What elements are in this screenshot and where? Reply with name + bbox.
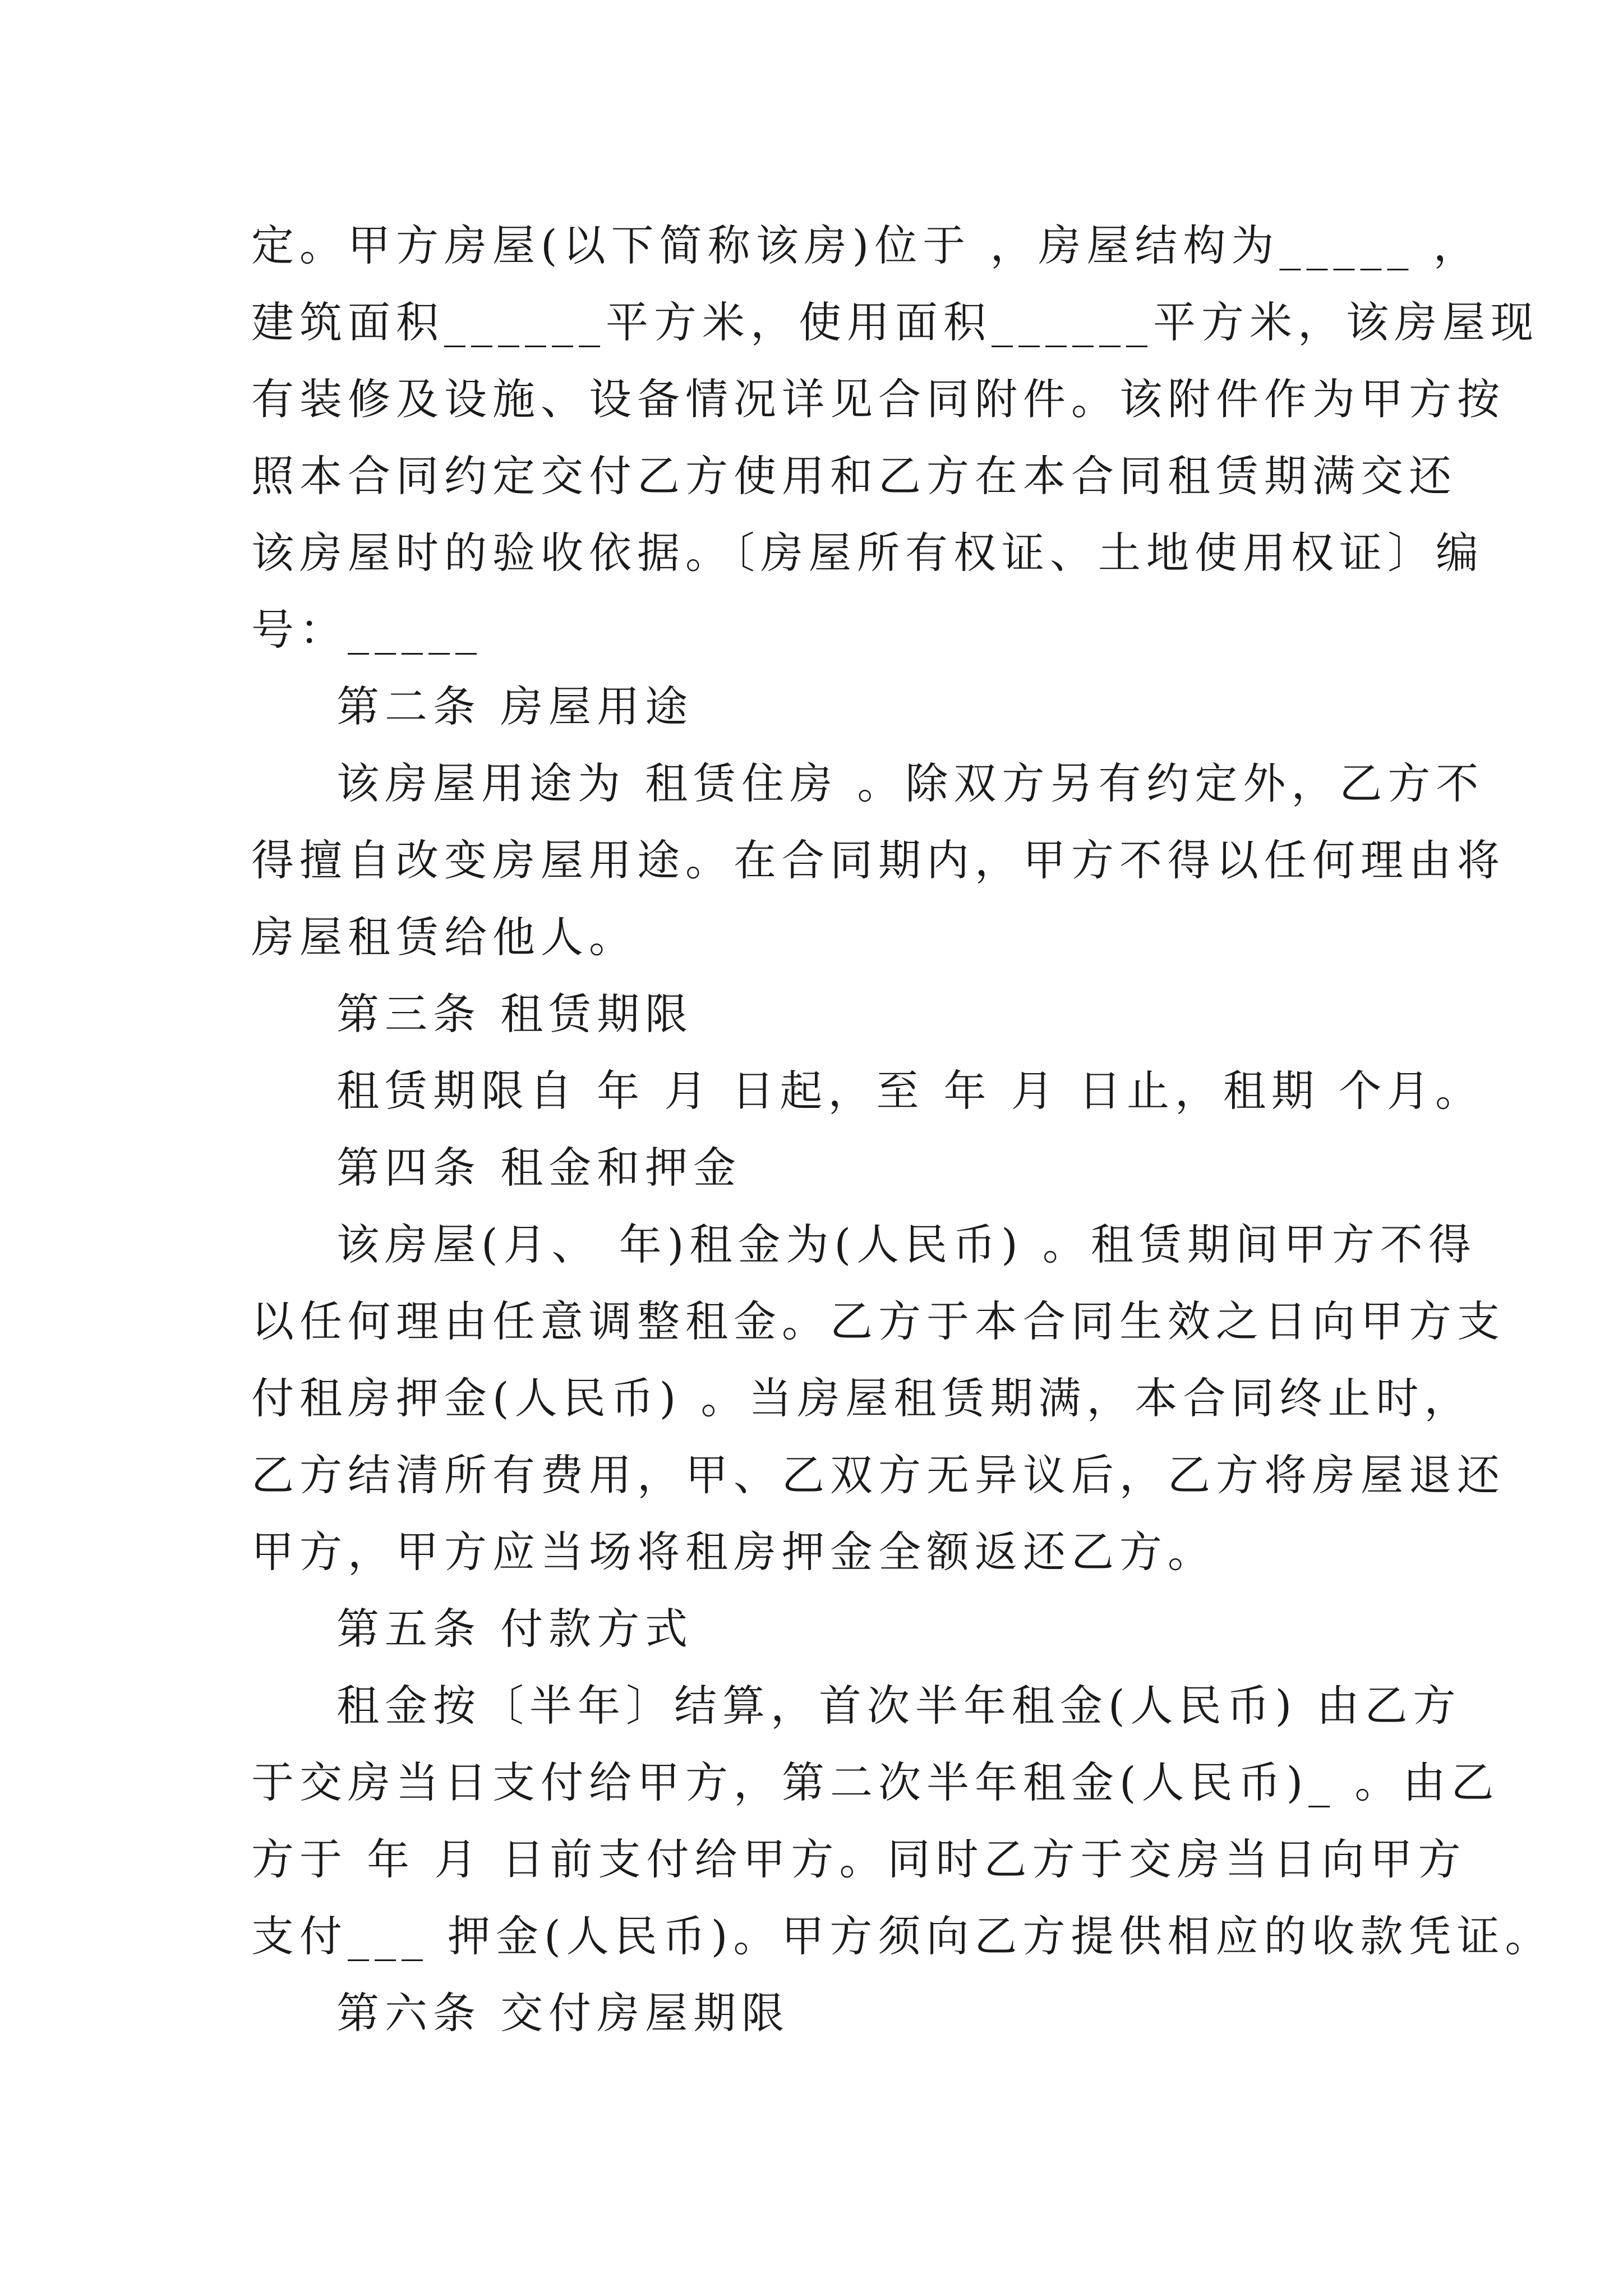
paragraph-line: 乙方结清所有费用，甲、乙双方无异议后，乙方将房屋退还	[251, 1450, 1505, 1500]
paragraph-line: 房屋租赁给他人。	[251, 912, 637, 962]
paragraph-line: 租金按〔半年〕结算，首次半年租金(人民币) 由乙方	[336, 1681, 1461, 1731]
paragraph-line: 号：_____	[251, 605, 482, 655]
paragraph-line: 租赁期限自 年 月 日起，至 年 月 日止，租期 个月。	[336, 1066, 1484, 1116]
section-heading: 第四条 租金和押金	[336, 1143, 742, 1193]
paragraph-line: 有装修及设施、设备情况详见合同附件。该附件作为甲方按	[251, 374, 1505, 424]
paragraph-line: 得擅自改变房屋用途。在合同期内，甲方不得以任何理由将	[251, 835, 1505, 885]
paragraph-line: 支付___ 押金(人民币)。甲方须向乙方提供相应的收款凭证。	[251, 1911, 1553, 1961]
paragraph-line: 于交房当日支付给甲方，第二次半年租金(人民币)_ 。由乙	[251, 1757, 1500, 1807]
section-heading: 第五条 付款方式	[336, 1604, 694, 1654]
paragraph-line: 该房屋用途为 租赁住房 。除双方另有约定外，乙方不	[336, 758, 1484, 808]
paragraph-line: 该房屋(月、 年)租金为(人民币) 。租赁期间甲方不得	[336, 1220, 1477, 1269]
section-heading: 第六条 交付房屋期限	[336, 1988, 790, 2038]
paragraph-line: 定。甲方房屋(以下简称该房)位于 ，房屋结构为_____ ，	[251, 220, 1482, 270]
paragraph-line: 该房屋时的验收依据。〔房屋所有权证、土地使用权证〕编	[251, 528, 1484, 578]
paragraph-line: 甲方，甲方应当场将租房押金全额返还乙方。	[251, 1527, 1216, 1577]
paragraph-line: 建筑面积______平方米，使用面积______平方米，该房屋现	[251, 297, 1539, 347]
paragraph-line: 以任何理由任意调整租金。乙方于本合同生效之日向甲方支	[251, 1296, 1505, 1346]
section-heading: 第二条 房屋用途	[336, 682, 694, 731]
paragraph-line: 方于 年 月 日前支付给甲方。同时乙方于交房当日向甲方	[251, 1834, 1467, 1884]
paragraph-line: 照本合同约定交付乙方使用和乙方在本合同租赁期满交还	[251, 451, 1457, 501]
section-heading: 第三条 租赁期限	[336, 989, 694, 1039]
paragraph-line: 付租房押金(人民币) 。当房屋租赁期满，本合同终止时，	[251, 1373, 1473, 1423]
